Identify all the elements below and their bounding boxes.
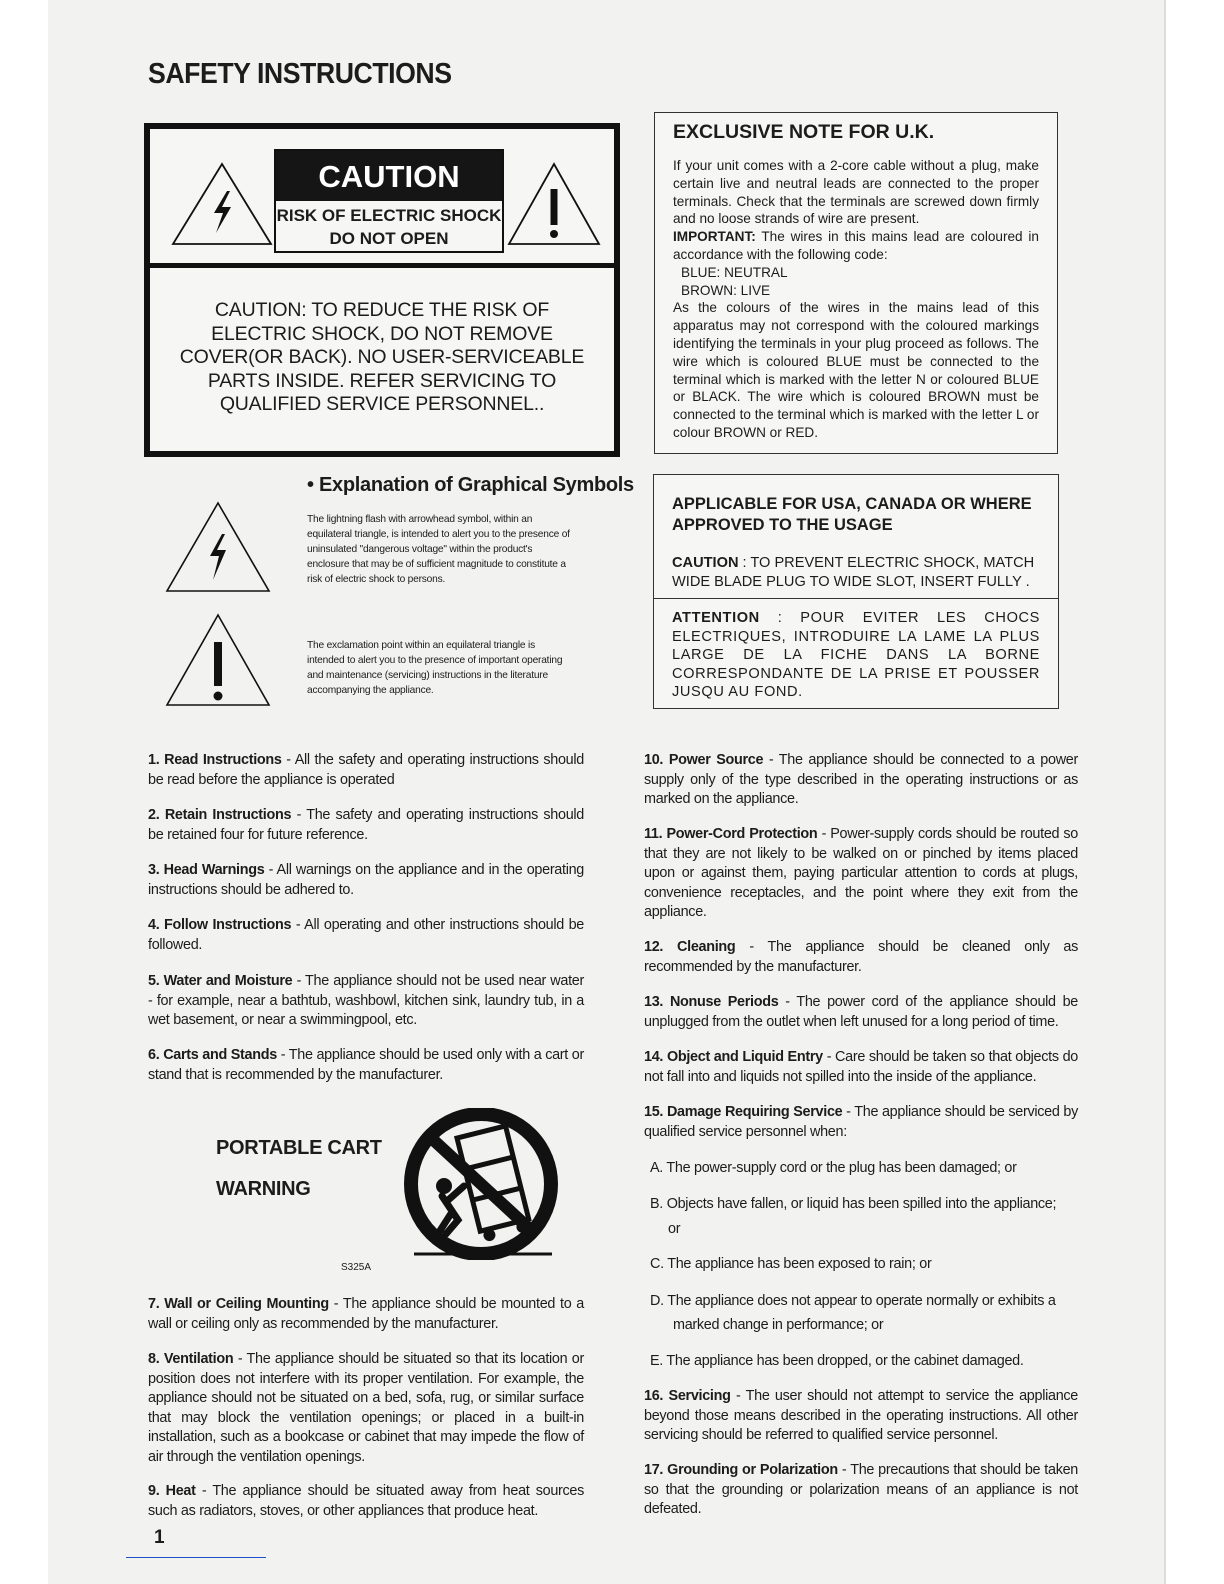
item-number: 2. [148,807,160,823]
link-underline [126,1557,266,1558]
exclamation-symbol-icon [164,612,272,708]
item-title: Grounding or Polarization [667,1462,838,1478]
service-condition-e: E. The appliance has been dropped, or the cabinet damaged. [650,1353,1024,1369]
service-condition-d: D. The appliance does not appear to operate normally or exhibits a [650,1293,1056,1309]
caution-label [274,149,504,253]
item-title: Read Instructions [164,752,282,768]
item-text: - The appliance should be situated away from heat sources such as radiators, stoves, or other appliances that produce heat. [148,1483,585,1519]
lightning-warning-icon [170,161,274,247]
uk-code-blue: BLUE: NEUTRAL [681,264,788,280]
instruction-item [148,1350,584,1468]
item-title: Servicing [668,1388,731,1404]
item-title: Power Source [668,752,764,768]
item-text: - The precautions that should be taken so that the grounding or polarization means of an appliance is not defeated. [644,1462,1079,1518]
usa-note-title: APPLICABLE FOR USA, CANADA OR WHERE APPROVED TO THE USAGE [672,495,1032,534]
no-cart-tipping-icon [398,1108,564,1260]
service-condition-a: A. The power-supply cord or the plug has been damaged; or [650,1160,1017,1176]
cart-warning-title: PORTABLE CART [216,1137,382,1159]
instruction-item [644,938,1078,977]
item-text: - The appliance should be connected to a power supply only of the type described in the operating instructions or as marked on the appliance. [644,752,1078,808]
item-title: Object and Liquid Entry [666,1049,823,1065]
instruction-item [644,1387,1078,1446]
item-text: - The safety and operating instructions should be retained four for future reference. [148,807,584,843]
item-text: - The power cord of the appliance should be unplugged from the outlet when left unused for a long period of time. [644,994,1078,1030]
item-number: 11. [644,826,663,842]
item-number: 15. [644,1104,664,1120]
caution-line: CAUTION: TO REDUCE THE RISK OF [214,299,550,321]
item-text: - Power-supply cords should be routed so that they are not likely to be walked on or pinched by items placed upon or against them, paying particular attention to cords at plugs, convenience receptacles, and the point where they exit from the appliance. [644,826,1078,921]
uk-note-box [654,112,1058,454]
item-number: 12. [644,939,664,955]
item-number: 9. [148,1483,160,1499]
service-condition-b-cont: or [668,1221,681,1237]
service-condition-d-cont: marked change in performance; or [673,1317,884,1333]
item-number: 8. [148,1351,160,1367]
item-number: 5. [148,973,160,989]
usa-note-box [653,474,1059,709]
usa-attention [672,609,1040,702]
instruction-item [644,825,1078,923]
usa-caution-label: CAUTION [672,555,739,571]
lightning-symbol-icon [164,500,272,594]
caution-do-not-open: DO NOT OPEN [329,229,449,248]
item-text: - All operating and other instructions should be followed. [148,917,584,953]
item-text: - The appliance should be serviced by qualified service personnel when: [644,1104,1078,1140]
item-number: 7. [148,1296,160,1312]
important-text: The wires in this mains lead are coloured in accordance with the following code: [673,229,1039,262]
instruction-item [148,1482,584,1521]
caution-box [144,123,620,457]
lightning-symbol-description: The lightning flash with arrowhead symbol, within an equilateral triangle, is intended to alert you to the presence of uninsulated "dangerous voltage" within the product's enclosure that may be of sufficient magnitude to constitute a risk of electric shock to persons. [307,514,570,585]
item-number: 17. [644,1462,664,1478]
cart-symbol-code: S325A [341,1262,372,1273]
usa-attention-label: ATTENTION [672,610,760,626]
service-condition-b: B. Objects have fallen, or liquid has been spilled into the appliance; [650,1196,1057,1212]
caution-word: CAUTION [276,151,502,201]
item-title: Carts and Stands [163,1047,277,1063]
instruction-item [148,751,584,790]
item-number: 4. [148,917,160,933]
item-title: Power-Cord Protection [666,826,818,842]
item-title: Wall or Ceiling Mounting [164,1296,329,1312]
exclamation-symbol-description: The exclamation point within an equilateral triangle is intended to alert you to the presence of important operating and maintenance (servicing) instructions in the literature accompanying the appliance. [307,640,563,696]
item-text: - The appliance should be situated so that its location or position does not interfere with its proper ventilation. For example, the appliance should not be situated on a bed, sofa, rug, or similar surface that may block the ventilation openings; or placed in a built-in installation, such as a bookcase or cabinet that may impede the flow of air through the ventilation openings. [148,1351,584,1465]
uk-important [673,228,1039,264]
exclamation-warning-icon [506,161,602,247]
item-title: Nonuse Periods [669,994,779,1010]
instruction-item [644,751,1078,810]
instruction-item [148,972,584,1031]
item-text: - All the safety and operating instructions should be read before the appliance is operated [148,752,584,788]
instruction-item [148,861,584,900]
item-text: - Care should be taken so that objects do not fall into and liquids not spilled into the inside of the appliance. [644,1049,1079,1085]
caution-line: QUALIFIED SERVICE PERSONNEL.. [219,393,545,415]
item-title: Retain Instructions [164,807,292,823]
item-number: 14. [644,1049,664,1065]
item-title: Heat [165,1483,196,1499]
instruction-item [148,1046,584,1085]
caution-line: ELECTRIC SHOCK, DO NOT REMOVE [211,322,553,345]
caution-statement [150,299,614,417]
uk-code-brown: BROWN: LIVE [681,282,771,298]
uk-para-2: As the colours of the wires in the mains lead of this apparatus may not correspond with the coloured markings identifying the terminals in your plug proceed as follows. The wire which is coloured BLUE must be connected to the terminal which is marked with the letter N or coloured BLUE or BLACK. The wire which is coloured BROWN must be connected to the terminal which is marked with the letter L or colour BROWN or RED. [673,300,1039,440]
scan-edge [1164,0,1166,1584]
item-title: Water and Moisture [163,973,293,989]
instruction-item [148,1295,584,1334]
item-number: 1. [148,752,160,768]
usa-attention-text: : POUR EVITER LES CHOCS ELECTRIQUES, INTRODUIRE LA LAME LA PLUS LARGE DE LA FICHE DANS LA BORNE CORRESPONDANTE DE LA PRISE ET POUSSER JUSQU AU FOND. [672,610,1040,700]
item-number: 10. [644,752,664,768]
uk-note-title: EXCLUSIVE NOTE FOR U.K. [673,121,935,143]
item-text: - The appliance should not be used near water - for example, near a bathtub, washbowl, kitchen sink, laundry tub, in a wet basement, or near a swimmingpool, etc. [148,973,584,1029]
instruction-item [644,993,1078,1032]
symbols-heading: • Explanation of Graphical Symbols [307,474,634,496]
item-text: - The appliance should be cleaned only as recommended by the manufacturer. [644,939,1079,975]
item-number: 6. [148,1047,160,1063]
usa-caution-text: : TO PREVENT ELECTRIC SHOCK, MATCH WIDE BLADE PLUG TO WIDE SLOT, INSERT FULLY . [672,555,1035,590]
service-condition-c: C. The appliance has been exposed to rain; or [650,1256,932,1272]
item-text: - The user should not attempt to service the appliance beyond those means described in the operating instructions. All other servicing should be referred to qualified service personnel. [644,1388,1078,1444]
caution-risk-line: RISK OF ELECTRIC SHOCK [276,206,502,225]
instruction-item [644,1048,1078,1087]
important-label: IMPORTANT: [673,229,756,245]
item-title: Follow Instructions [164,917,292,933]
usa-divider [654,598,1058,599]
page-number: 1 [154,1527,165,1548]
item-text: - The appliance should be used only with a cart or stand that is recommended by the manufacturer. [148,1047,584,1083]
item-number: 16. [644,1388,664,1404]
item-title: Ventilation [163,1351,234,1367]
caution-line: PARTS INSIDE. REFER SERVICING TO [207,369,557,392]
item-title: Damage Requiring Service [666,1104,843,1120]
page-title: SAFETY INSTRUCTIONS [148,58,452,90]
instruction-item [644,1103,1078,1142]
item-text: - All warnings on the appliance and in the operating instructions should be adhered to. [148,862,585,898]
uk-note-body [673,157,1039,442]
item-number: 3. [148,862,160,878]
instruction-item [644,1461,1078,1520]
item-number: 13. [644,994,664,1010]
caution-line: COVER(OR BACK). NO USER-SERVICEABLE [179,346,585,368]
usa-caution [672,554,1042,591]
cart-warning-subtitle: WARNING [216,1178,311,1200]
item-title: Head Warnings [163,862,265,878]
uk-para-1: If your unit comes with a 2-core cable without a plug, make certain live and neutral leads are connected to the proper terminals. Check that the terminals are screwed down firmly and no loose strands of wire are present. [673,158,1039,227]
instruction-item [148,806,584,845]
item-title: Cleaning [677,939,736,955]
item-text: - The appliance should be mounted to a wall or ceiling only as recommended by the manufacturer. [148,1296,584,1332]
caution-divider [150,263,614,268]
instruction-item [148,916,584,955]
